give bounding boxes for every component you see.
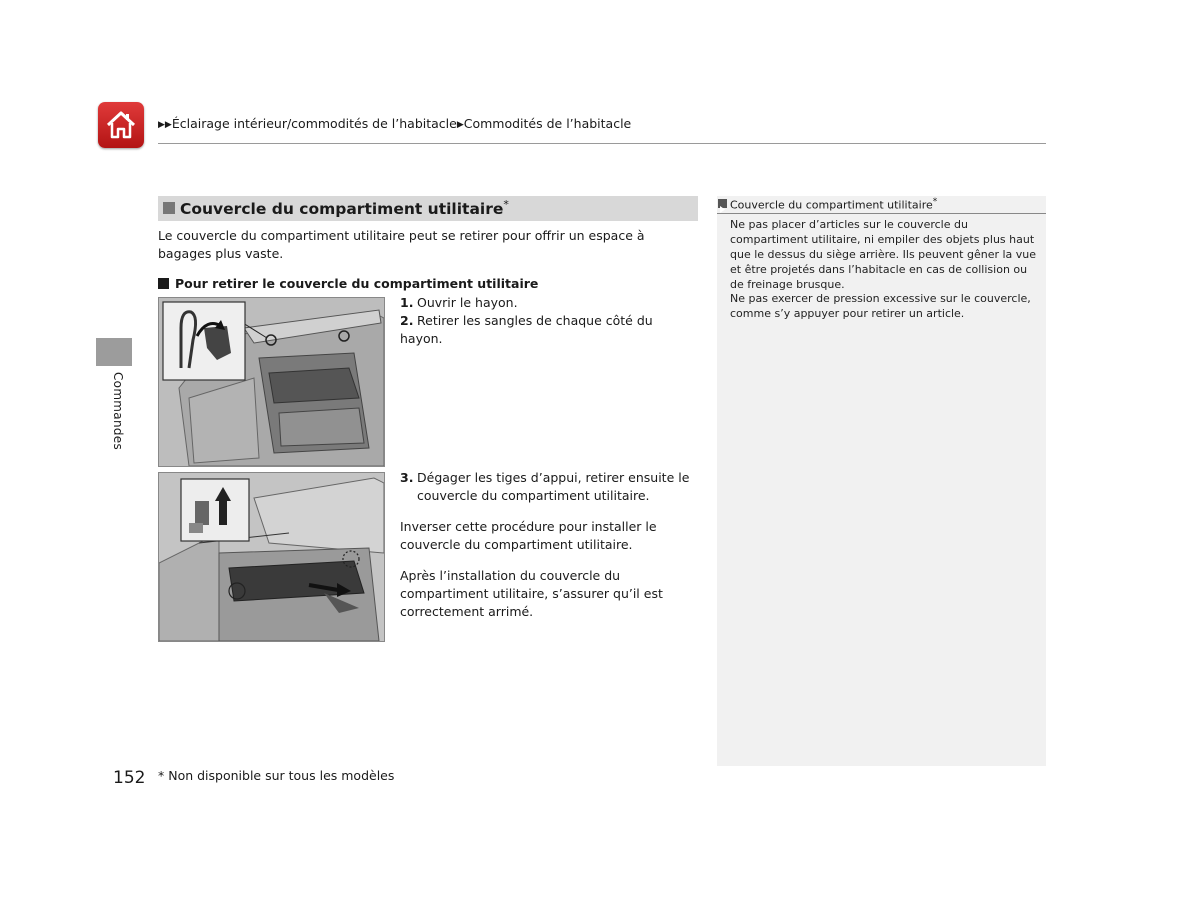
step-2-number: 2.: [400, 313, 414, 328]
step-1: [400, 294, 698, 312]
step-1-text: Ouvrir le hayon.: [417, 295, 518, 310]
step-3: [400, 469, 698, 505]
subheading: Pour retirer le couvercle du compartiment utilitaire: [175, 276, 539, 291]
page-number: 152: [113, 768, 146, 788]
subheading-square-icon: [158, 278, 169, 289]
note-arrow-icon: [718, 199, 727, 208]
figure-open-tailgate: [158, 297, 385, 467]
section-square-icon: [163, 202, 175, 214]
note-paragraph-1: Ne pas placer d’articles sur le couvercle du compartiment utilitaire, ni empiler des objets plus haut que le dessus du siège arrière. Ils peuvent gêner la vue et être projetés dans l’habitacle en cas de collision ou de freinage brusque.: [730, 218, 1037, 291]
tailgate-illustration: [159, 298, 384, 466]
step-2-text: Retirer les sangles de chaque côté du hayon.: [400, 313, 653, 346]
note-title: [730, 197, 937, 212]
chapter-tab-label[interactable]: Commandes: [111, 372, 125, 451]
breadcrumb: [158, 116, 631, 131]
section-intro: Le couvercle du compartiment utilitaire peut se retirer pour offrir un espace à bagages plus vaste.: [158, 228, 645, 261]
note-title-asterisk: *: [932, 197, 938, 207]
step-1-number: 1.: [400, 295, 414, 310]
header-divider: [158, 143, 1046, 144]
home-icon: [104, 108, 138, 142]
step-2: [400, 312, 698, 348]
chapter-tab-marker[interactable]: [96, 338, 132, 366]
home-button[interactable]: [98, 102, 144, 148]
breadcrumb-separator: ▶: [456, 120, 464, 130]
section-title-asterisk: *: [503, 198, 509, 211]
install-paragraph: Inverser cette procédure pour installer le couvercle du compartiment utilitaire.: [400, 519, 657, 552]
breadcrumb-item-interior-lights[interactable]: Éclairage intérieur/commodités de l’habitacle: [171, 116, 457, 131]
figure-remove-cover: [158, 472, 385, 642]
breadcrumb-item-conveniences[interactable]: Commodités de l’habitacle: [463, 116, 632, 131]
section-title: [180, 198, 509, 218]
step-3-text: Dégager les tiges d’appui, retirer ensuite le couvercle du compartiment utilitaire.: [417, 470, 690, 503]
step-3-number: 3.: [400, 470, 414, 485]
footnote: * Non disponible sur tous les modèles: [158, 768, 395, 783]
secure-paragraph: Après l’installation du couvercle du compartiment utilitaire, s’assurer qu’il est correctement arrimé.: [400, 568, 663, 619]
breadcrumb-arrows: ▶▶: [158, 120, 172, 130]
note-title-text: Couvercle du compartiment utilitaire: [730, 198, 933, 212]
cover-removal-illustration: [159, 473, 384, 641]
note-paragraph-2: Ne pas exercer de pression excessive sur le couvercle, comme s’y appuyer pour retirer un article.: [730, 292, 1031, 320]
section-title-text: Couvercle du compartiment utilitaire: [180, 200, 504, 219]
